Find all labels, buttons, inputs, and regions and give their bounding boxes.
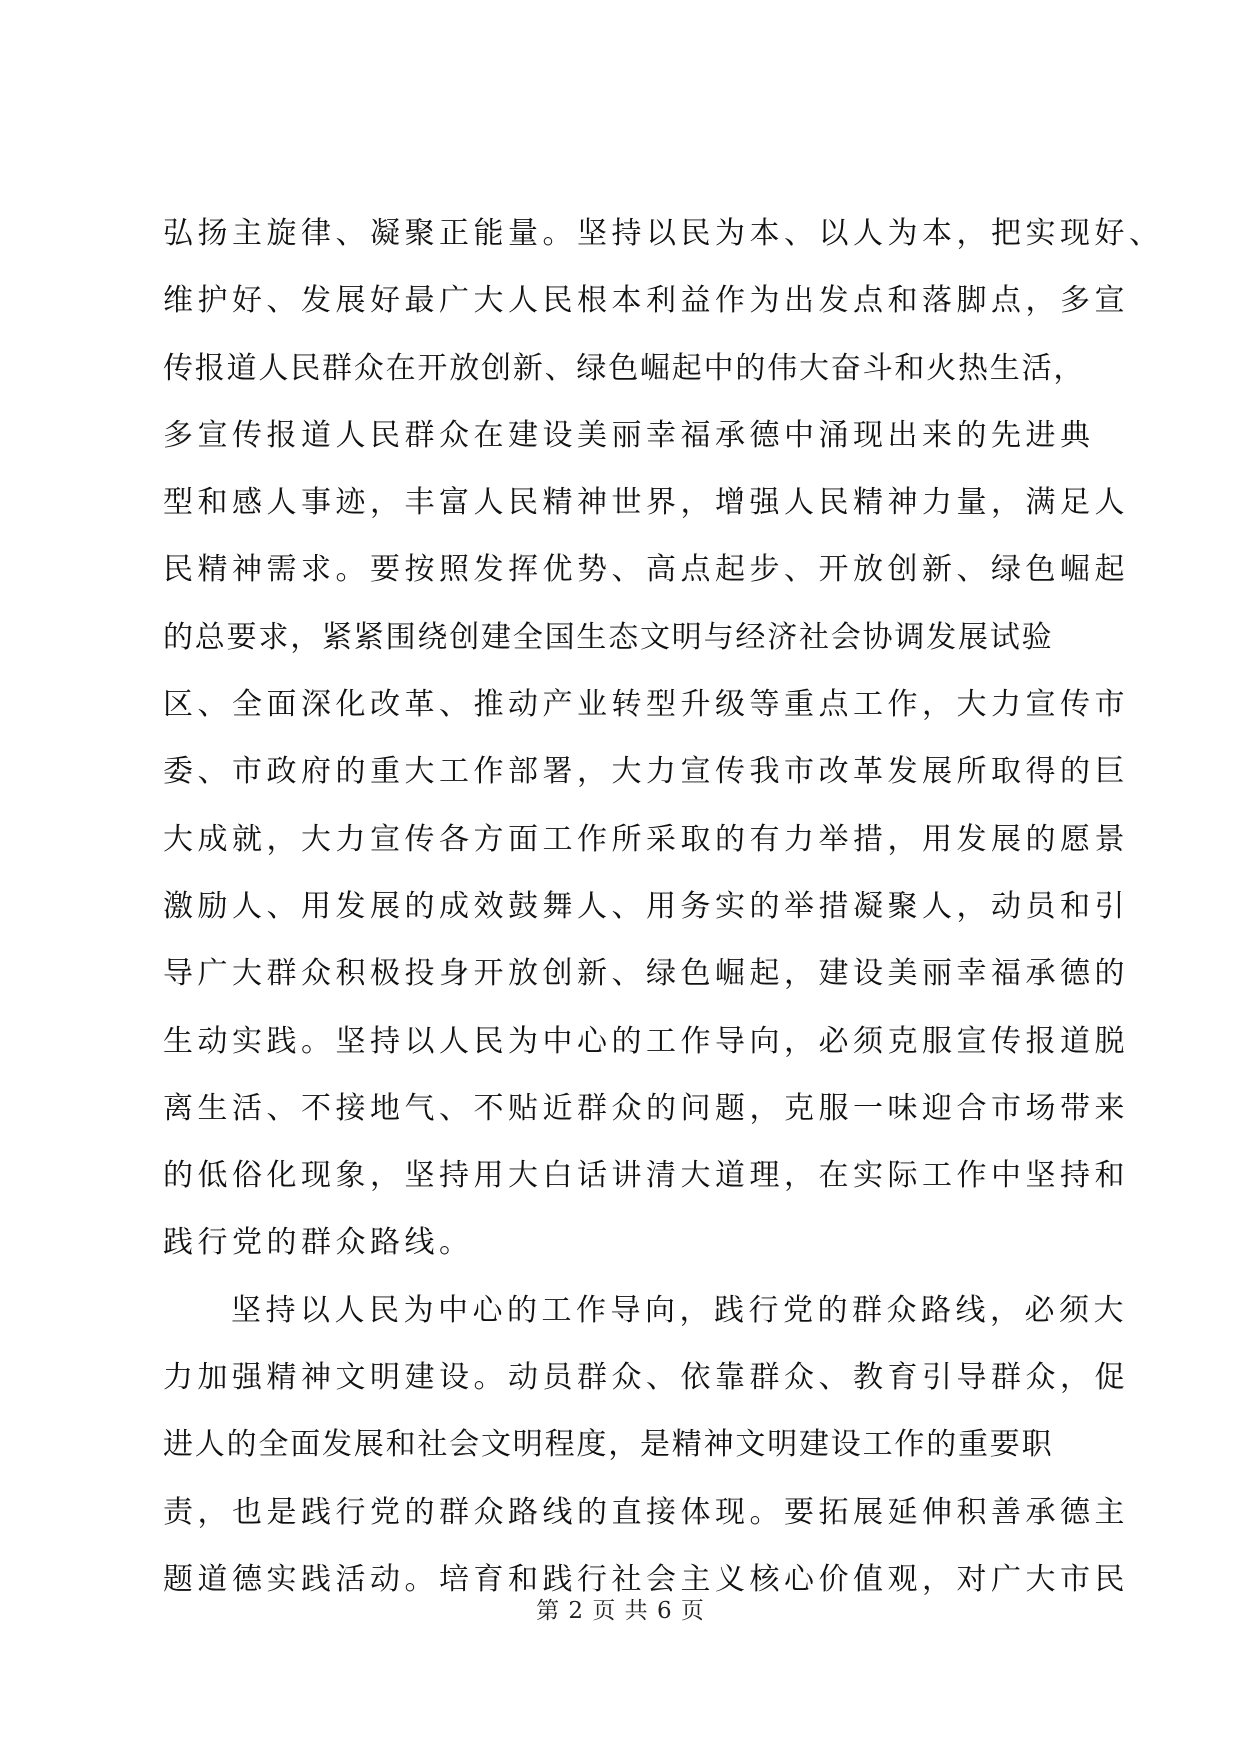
text-line: 力加强精神文明建设。动员群众、依靠群众、教育引导群众，促 [163,1360,1129,1396]
text-line: 的低俗化现象，坚持用大白话讲清大道理，在实际工作中坚持和 [163,1158,1129,1194]
text-line: 激励人、用发展的成效鼓舞人、用务实的举措凝聚人，动员和引 [163,888,1129,924]
text-line: 民精神需求。要按照发挥优势、高点起步、开放创新、绿色崛起 [163,552,1129,588]
text-line: 维护好、发展好最广大人民根本利益作为出发点和落脚点，多宣 [163,283,1129,319]
text-line: 进人的全面发展和社会文明程度，是精神文明建设工作的重要职 [163,1427,1054,1463]
text-line: 践行党的群众路线。 [163,1225,474,1261]
text-line: 导广大群众积极投身开放创新、绿色崛起，建设美丽幸福承德的 [163,956,1129,992]
text-line: 多宣传报道人民群众在建设美丽幸福承德中涌现出来的先进典 [163,417,1095,453]
text-line: 区、全面深化改革、推动产业转型升级等重点工作，大力宣传市 [163,687,1129,723]
text-line: 题道德实践活动。培育和践行社会主义核心价值观，对广大市民 [163,1561,1129,1597]
text-line: 离生活、不接地气、不贴近群众的问题，克服一味迎合市场带来 [163,1090,1129,1126]
paragraph-first-line: 坚持以人民为中心的工作导向，践行党的群众路线，必须大 [231,1292,1128,1328]
text-line: 责，也是践行党的群众路线的直接体现。要拓展延伸积善承德主 [163,1494,1129,1530]
text-line: 生动实践。坚持以人民为中心的工作导向，必须克服宣传报道脱 [163,1023,1129,1059]
text-line: 的总要求，紧紧围绕创建全国生态文明与经济社会协调发展试验 [163,619,1054,655]
text-line: 大成就，大力宣传各方面工作所采取的有力举措，用发展的愿景 [163,821,1129,857]
page-number-footer: 第 2 页 共 6 页 [536,1598,705,1624]
text-line: 弘扬主旋律、凝聚正能量。坚持以民为本、以人为本，把实现好、 [163,216,1164,251]
text-line: 传报道人民群众在开放创新、绿色崛起中的伟大奋斗和火热生活， [163,350,1086,386]
document-body [163,200,1164,1613]
text-line: 委、市政府的重大工作部署，大力宣传我市改革发展所取得的巨 [163,754,1129,790]
text-line: 型和感人事迹，丰富人民精神世界，增强人民精神力量，满足人 [163,485,1129,521]
